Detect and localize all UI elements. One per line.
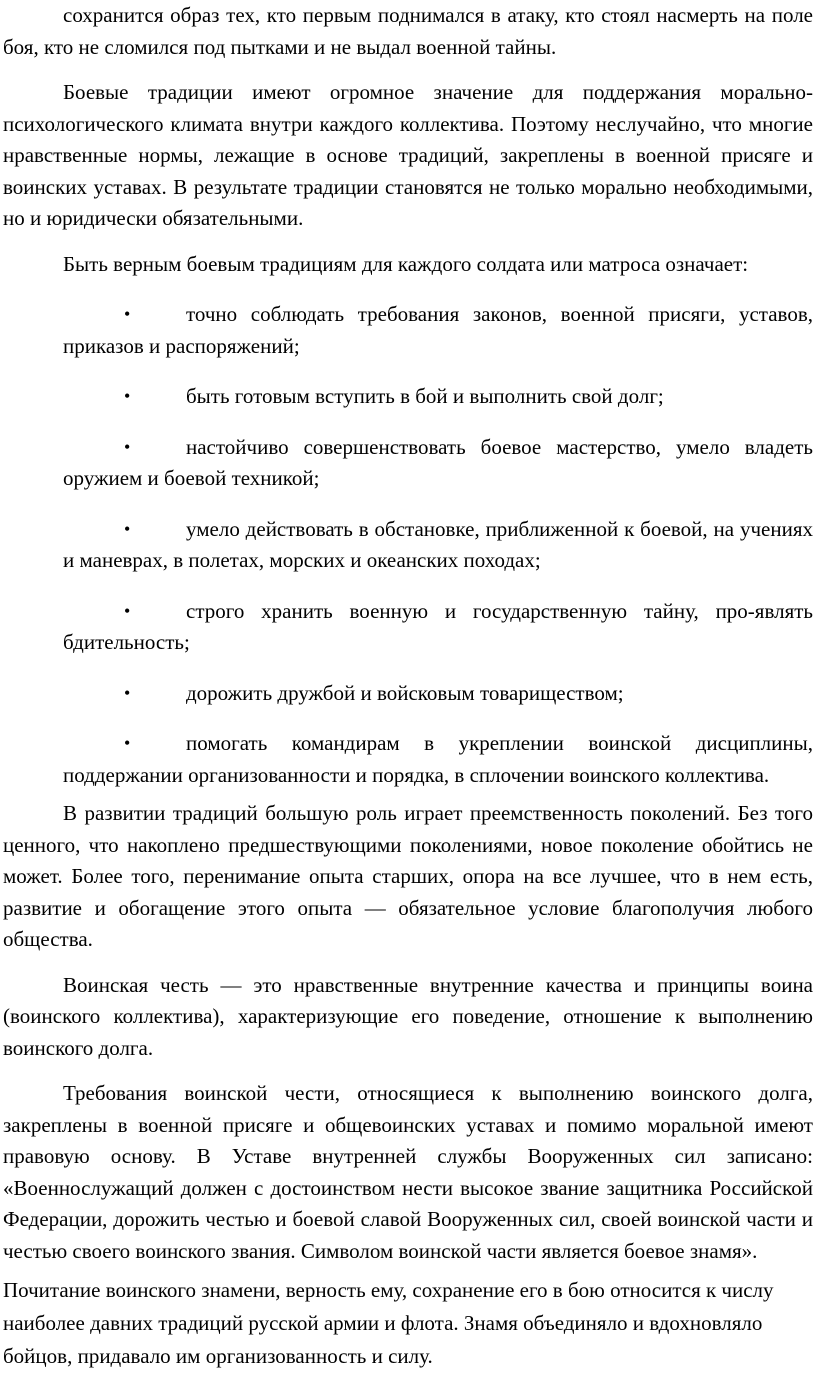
list-item-text: быть готовым вступить в бой и выполнить свой долг; [186,384,664,408]
list-item [0,299,816,362]
bullet-icon: • [124,386,131,406]
list-item [0,678,816,710]
paragraph-loyalty-intro: Быть верным боевым традициям для каждого солдата или матроса означает: [63,251,749,276]
bullet-icon: • [124,733,131,753]
list-item-text: строго хранить военную и государственную тайну, про-являть бдительность; [63,598,813,654]
list-item-text: настойчиво совершенствовать боевое мастерство, умело владеть оружием и боевой техникой; [63,434,813,490]
list-item [0,381,816,413]
list-item [0,514,816,577]
bullet-icon: • [124,518,131,539]
bullet-icon: • [124,304,131,324]
list-item-text: точно соблюдать требования законов, военной присяги, уставов, приказов и распоряжений; [63,302,813,358]
paragraph-continuation: сохранится образ тех, кто первым поднимался в атаку, кто стоял насмерть на поле боя, кто не сломился под пытками и не выдал военной тайны. [3,3,813,59]
list-item-text: умело действовать в обстановке, приближенной к боевой, на учениях и маневрах, в полетах, морских и океанских походах; [63,516,813,572]
paragraph-military-honor: Воинская честь — это нравственные внутренние качества и принципы воина (воинского коллектива), характеризующие его поведение, отношение к выполнению воинского долга. [3,972,813,1060]
paragraph-generations: В развитии традиций большую роль играет преемственность поколений. Без того ценного, что накоплено предшествующими поколениями, новое поколение обойтись не может. Более того, перенимание опыта старших, опора на все лучшее, что в нем есть, развитие и обогащение этого опыта — обязательное условие благополучия любого общества. [3,801,813,951]
bullet-icon: • [124,682,131,703]
list-item-text: помогать командирам в укреплении воинской дисциплины, поддержании организованности и порядка, в сплочении воинского коллектива. [63,731,813,787]
bullet-icon: • [124,436,131,457]
duties-list [0,299,816,791]
paragraph-honor-requirements: Требования воинской чести, относящиеся к выполнению воинского долга, закреплены в военной присяге и общевоинских уставах и помимо моральной имеют правовую основу. В Уставе внутренней службы Вооруженных сил записано: «Военнослужащий должен с достоинством нести высокое звание защитника Российской Федерации, дорожить честью и боевой славой Вооруженных сил, своей воинской части и честью своего воинского звания. Символом воинской части является боевое знамя». [3,1081,813,1263]
paragraph-traditions-importance: Боевые традиции имеют огромное значение для поддержания морально-психологического климата внутри каждого коллектива. Поэтому неслучайно, что многие нравственные нормы, лежащие в основе традиций, закреплены в военной присяге и воинских уставах. В результате традиции становятся не только морально необходимыми, но и юридически обязательными. [3,80,813,230]
list-item-text: дорожить дружбой и войсковым товариществом; [186,680,624,705]
list-item [0,432,816,495]
bullet-icon: • [124,600,131,621]
paragraph-banner: Почитание воинского знамени, верность ему, сохранение его в бою относится к числу наиболее давних традиций русской армии и флота. Знамя объединяло и вдохновляло бойцов, придавало им организованность и силу. [3,1278,774,1368]
list-item [0,596,816,659]
list-item [0,728,816,791]
